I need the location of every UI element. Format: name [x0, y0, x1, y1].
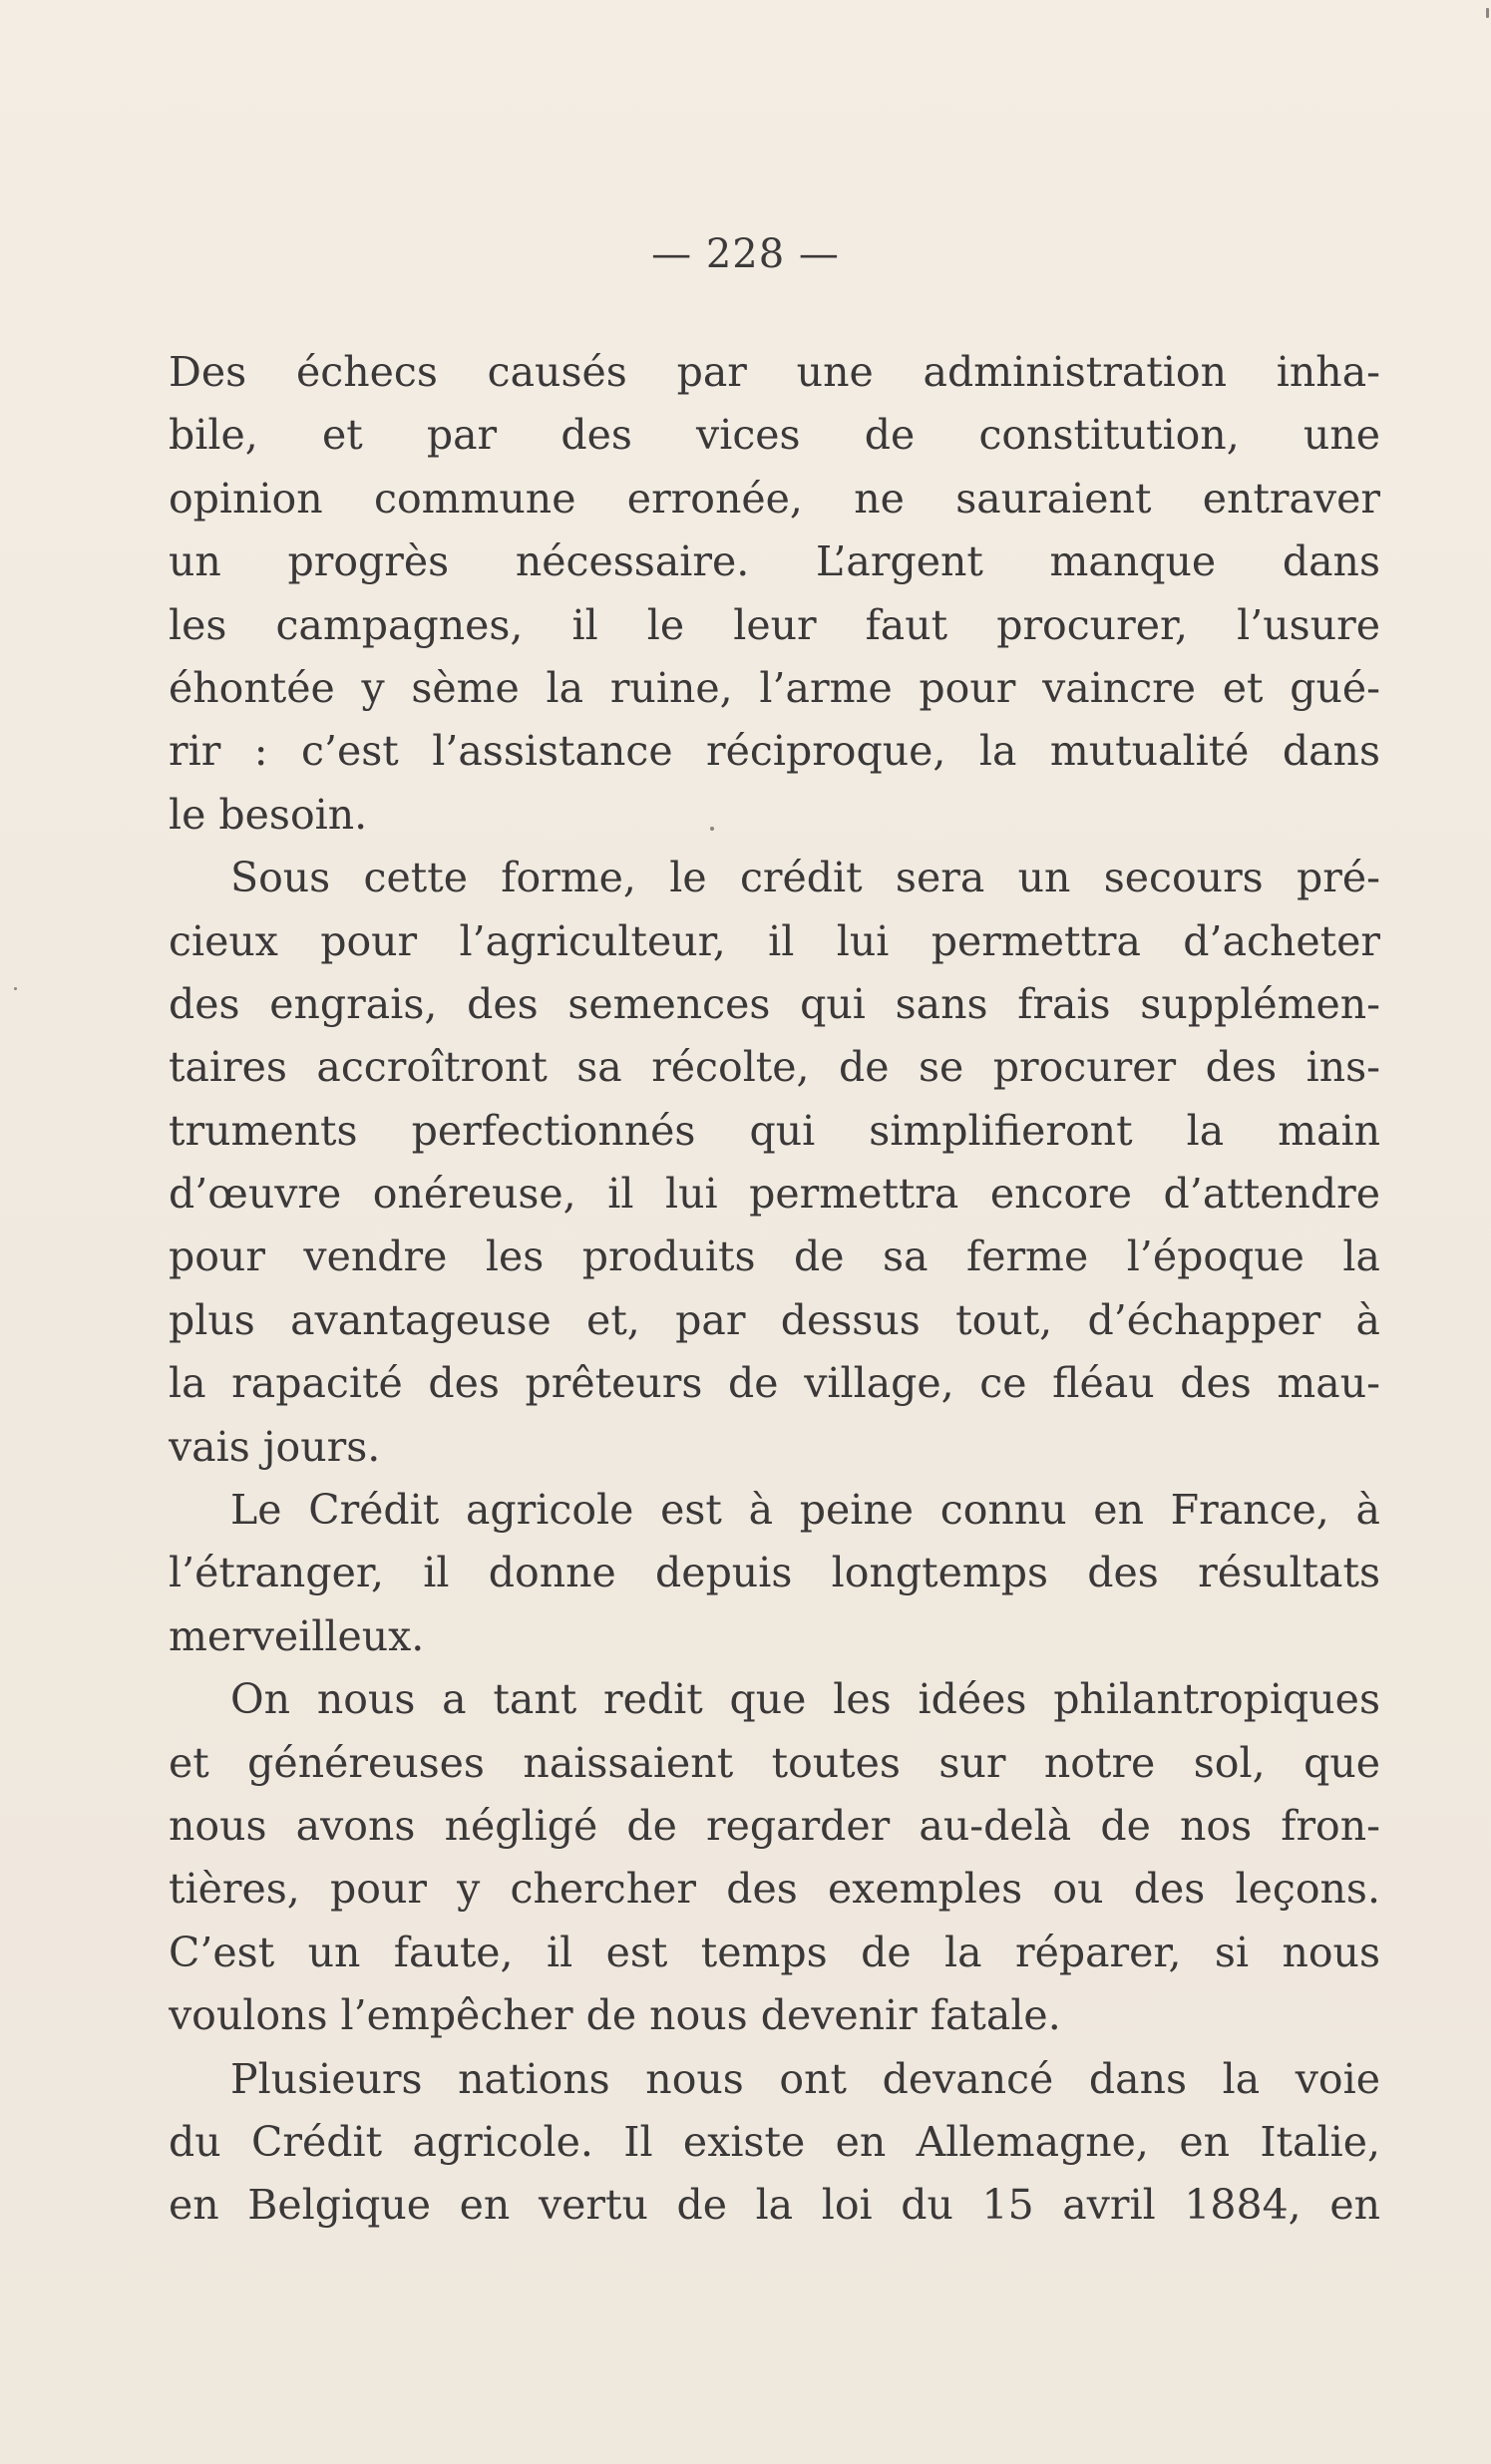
text-line: plus avantageuse et, par dessus tout, d’échapper à	[169, 1295, 1380, 1344]
text-line: Le Crédit agricole est à peine connu en France, à	[230, 1486, 1380, 1535]
text-line: des engrais, des semences qui sans frais supplémen-	[169, 979, 1380, 1028]
text-line: bile, et par des vices de constitution, une	[169, 411, 1380, 460]
page-number: — 228 —	[651, 231, 840, 277]
text-line: le besoin.	[169, 790, 368, 839]
text-line: Sous cette forme, le crédit sera un secours pré-	[230, 854, 1380, 902]
paper-speck	[14, 987, 17, 990]
text-line: cieux pour l’agriculteur, il lui permettra d’acheter	[169, 916, 1380, 965]
text-line: C’est un faute, il est temps de la réparer, si nous	[169, 1928, 1380, 1976]
text-line: vais jours.	[169, 1422, 381, 1471]
text-line: d’œuvre onéreuse, il lui permettra encore d’attendre	[169, 1170, 1380, 1219]
text-line: nous avons négligé de regarder au-delà de nos fron-	[169, 1801, 1380, 1850]
paper-speck	[1486, 8, 1489, 18]
paper-speck	[710, 827, 714, 831]
text-line: truments perfectionnés qui simplifieront la main	[169, 1106, 1380, 1155]
text-line: taires accroîtront sa récolte, de se procurer des ins-	[169, 1043, 1380, 1092]
text-line: Plusieurs nations nous ont devancé dans la voie	[230, 2054, 1380, 2103]
text-line: merveilleux.	[169, 1611, 425, 1660]
text-line: éhontée y sème la ruine, l’arme pour vaincre et gué-	[169, 663, 1380, 712]
text-line: en Belgique en vertu de la loi du 15 avril 1884, en	[169, 2181, 1380, 2230]
text-line: un progrès nécessaire. L’argent manque dans	[169, 537, 1380, 586]
text-line: l’étranger, il donne depuis longtemps des résultats	[169, 1549, 1380, 1597]
text-line: les campagnes, il le leur faut procurer, l’usure	[169, 600, 1380, 649]
text-line: et généreuses naissaient toutes sur notre sol, que	[169, 1738, 1380, 1787]
text-line: rir : c’est l’assistance réciproque, la mutualité dans	[169, 727, 1380, 776]
text-line: opinion commune erronée, ne sauraient entraver	[169, 474, 1380, 523]
body-text	[169, 341, 1380, 2238]
text-line: voulons l’empêcher de nous devenir fatale.	[169, 1991, 1061, 2040]
text-line: la rapacité des prêteurs de village, ce fléau des mau-	[169, 1359, 1380, 1408]
text-line: On nous a tant redit que les idées philantropiques	[230, 1675, 1380, 1724]
text-line: tières, pour y chercher des exemples ou des leçons.	[169, 1865, 1380, 1914]
text-line: pour vendre les produits de sa ferme l’époque la	[169, 1232, 1380, 1281]
text-line: du Crédit agricole. Il existe en Allemagne, en Italie,	[169, 2117, 1380, 2166]
text-line: Des échecs causés par une administration inha-	[169, 348, 1380, 396]
